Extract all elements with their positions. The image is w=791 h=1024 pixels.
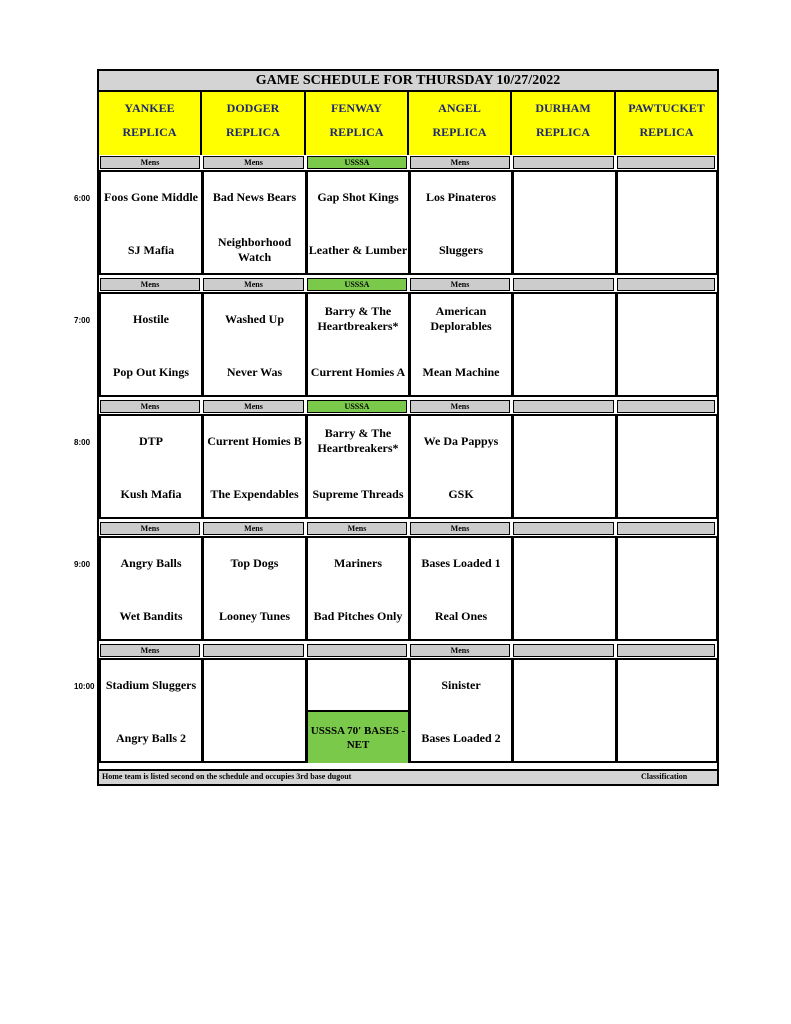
home-team: Neighborhood Watch [217,235,292,264]
classification-label [513,278,614,291]
away-team: Los Pinateros [425,189,497,204]
classification-label: Mens [410,278,510,291]
away-team [618,180,716,214]
game-cell [202,658,307,763]
field-sub: REPLICA [432,125,487,139]
game-cell [512,414,617,519]
away-team: American Deplorables [430,304,492,333]
game-cell [99,292,203,397]
field-sub: REPLICA [225,125,280,139]
game-cell [512,658,617,763]
field-header-yankee [99,92,202,155]
classification-label [513,156,614,169]
away-team: Bases Loaded 1 [421,555,501,570]
away-team: Foos Gone Middle [103,189,198,204]
home-team [514,599,615,633]
game-cell [202,170,307,275]
footer-note: Home team is listed second on the schedule and occupies 3rd base dugout [102,772,352,781]
home-team: Current Homies A [310,364,406,379]
classification-label: Mens [100,156,200,169]
away-team: Hostile [133,311,169,326]
field-sub: REPLICA [535,125,590,139]
away-team [514,424,615,458]
away-team: Sinister [441,677,481,692]
game-cell [616,658,718,763]
classification-label: Mens [100,278,200,291]
game-cell [616,536,718,641]
field-sub: REPLICA [639,125,694,139]
game-cell [409,658,513,763]
field-header-row [99,92,717,155]
home-team: Real Ones [434,608,488,623]
classification-label: Mens [307,522,407,535]
classification-label [513,644,614,657]
classification-label [617,278,715,291]
field-name: DODGER [226,101,280,115]
home-team: Never Was [226,364,283,379]
game-cell [306,414,410,519]
away-team: Gap Shot Kings [317,189,399,204]
away-team [514,668,615,702]
home-team [618,477,716,511]
away-team [308,668,408,702]
classification-label: USSSA [307,156,407,169]
home-team: Looney Tunes [218,608,291,623]
home-team [618,721,716,755]
home-team: GSK [448,486,474,501]
classification-label [617,156,715,169]
game-cell [616,414,718,519]
home-team [514,477,615,511]
home-team [514,355,615,389]
field-header-dodger [202,92,306,155]
away-team [618,424,716,458]
game-cell [512,292,617,397]
away-team [514,180,615,214]
field-name: YANKEE [124,101,175,115]
away-team: DTP [139,433,163,448]
game-cell [306,536,410,641]
away-team: Barry & The Heartbreakers* [317,426,399,455]
schedule-title: GAME SCHEDULE FOR THURSDAY 10/27/2022 [99,71,717,92]
away-team [514,302,615,336]
time-label: 6:00 [74,194,91,203]
classification-label: Mens [410,400,510,413]
home-team [618,233,716,267]
classification-label [307,644,407,657]
field-sub: REPLICA [329,125,384,139]
home-team: Sluggers [438,242,483,257]
away-team: Washed Up [224,311,285,326]
classification-label: Mens [203,400,304,413]
away-team [618,302,716,336]
home-team: Bad Pitches Only [313,608,403,623]
game-cell [409,170,513,275]
field-header-angel [409,92,512,155]
game-cell [512,170,617,275]
classification-label [617,644,715,657]
away-team: Mariners [334,555,382,570]
classification-label: Mens [203,156,304,169]
classification-label: Mens [100,644,200,657]
game-cell [202,536,307,641]
away-team: Angry Balls [120,555,182,570]
game-cell [99,658,203,763]
away-team [204,668,305,702]
home-team: Pop Out Kings [112,364,190,379]
game-cell [616,292,718,397]
classification-label [203,644,304,657]
game-cell [616,170,718,275]
home-team: Angry Balls 2 [115,730,186,745]
home-team: Bases Loaded 2 [421,730,501,745]
field-sub: REPLICA [122,125,177,139]
classification-label: USSSA [307,400,407,413]
game-cell [409,536,513,641]
home-team [204,721,305,755]
game-cell [512,536,617,641]
home-team: SJ Mafia [127,242,175,257]
game-cell [306,658,410,763]
classification-label: Mens [100,400,200,413]
schedule-sheet [97,69,719,786]
classification-label [513,400,614,413]
away-team [618,668,716,702]
classification-label: Mens [100,522,200,535]
home-team: Supreme Threads [312,486,404,501]
home-team [514,233,615,267]
classification-label: USSSA [307,278,407,291]
classification-label: Mens [410,644,510,657]
field-header-fenway [306,92,409,155]
classification-label: Mens [203,522,304,535]
away-team: Bad News Bears [212,189,297,204]
field-header-pawtucket [616,92,717,155]
game-cell [306,170,410,275]
home-team: Wet Bandits [119,608,183,623]
away-team: Barry & The Heartbreakers* [317,304,399,333]
fenway-note: USSSA 70' BASES - NET [308,710,408,763]
classification-label [617,400,715,413]
away-team: Current Homies B [207,433,302,448]
classification-label: Mens [410,522,510,535]
field-name: PAWTUCKET [628,101,705,115]
time-label: 10:00 [74,682,95,691]
game-cell [202,292,307,397]
away-team: We Da Pappys [423,433,499,448]
game-cell [99,414,203,519]
footer-classification-label: Classification [641,772,688,781]
home-team: Leather & Lumber [308,242,408,257]
game-cell [409,292,513,397]
home-team [514,721,615,755]
game-cell [409,414,513,519]
field-name: FENWAY [331,101,382,115]
field-header-durham [512,92,616,155]
home-team: Kush Mafia [120,486,182,501]
classification-label [617,522,715,535]
home-team [618,355,716,389]
field-name: DURHAM [535,101,591,115]
footer-bar [99,769,717,784]
home-team: The Expendables [210,486,299,501]
field-name: ANGEL [438,101,481,115]
away-team [618,546,716,580]
time-label: 8:00 [74,438,91,447]
game-cell [202,414,307,519]
game-cell [99,536,203,641]
home-team [618,599,716,633]
time-label: 9:00 [74,560,91,569]
game-cell [306,292,410,397]
home-team: Mean Machine [422,364,500,379]
classification-label [513,522,614,535]
classification-label: Mens [410,156,510,169]
away-team [514,546,615,580]
away-team: Stadium Sluggers [105,677,197,692]
away-team: Top Dogs [230,555,279,570]
game-cell [99,170,203,275]
time-label: 7:00 [74,316,91,325]
classification-label: Mens [203,278,304,291]
